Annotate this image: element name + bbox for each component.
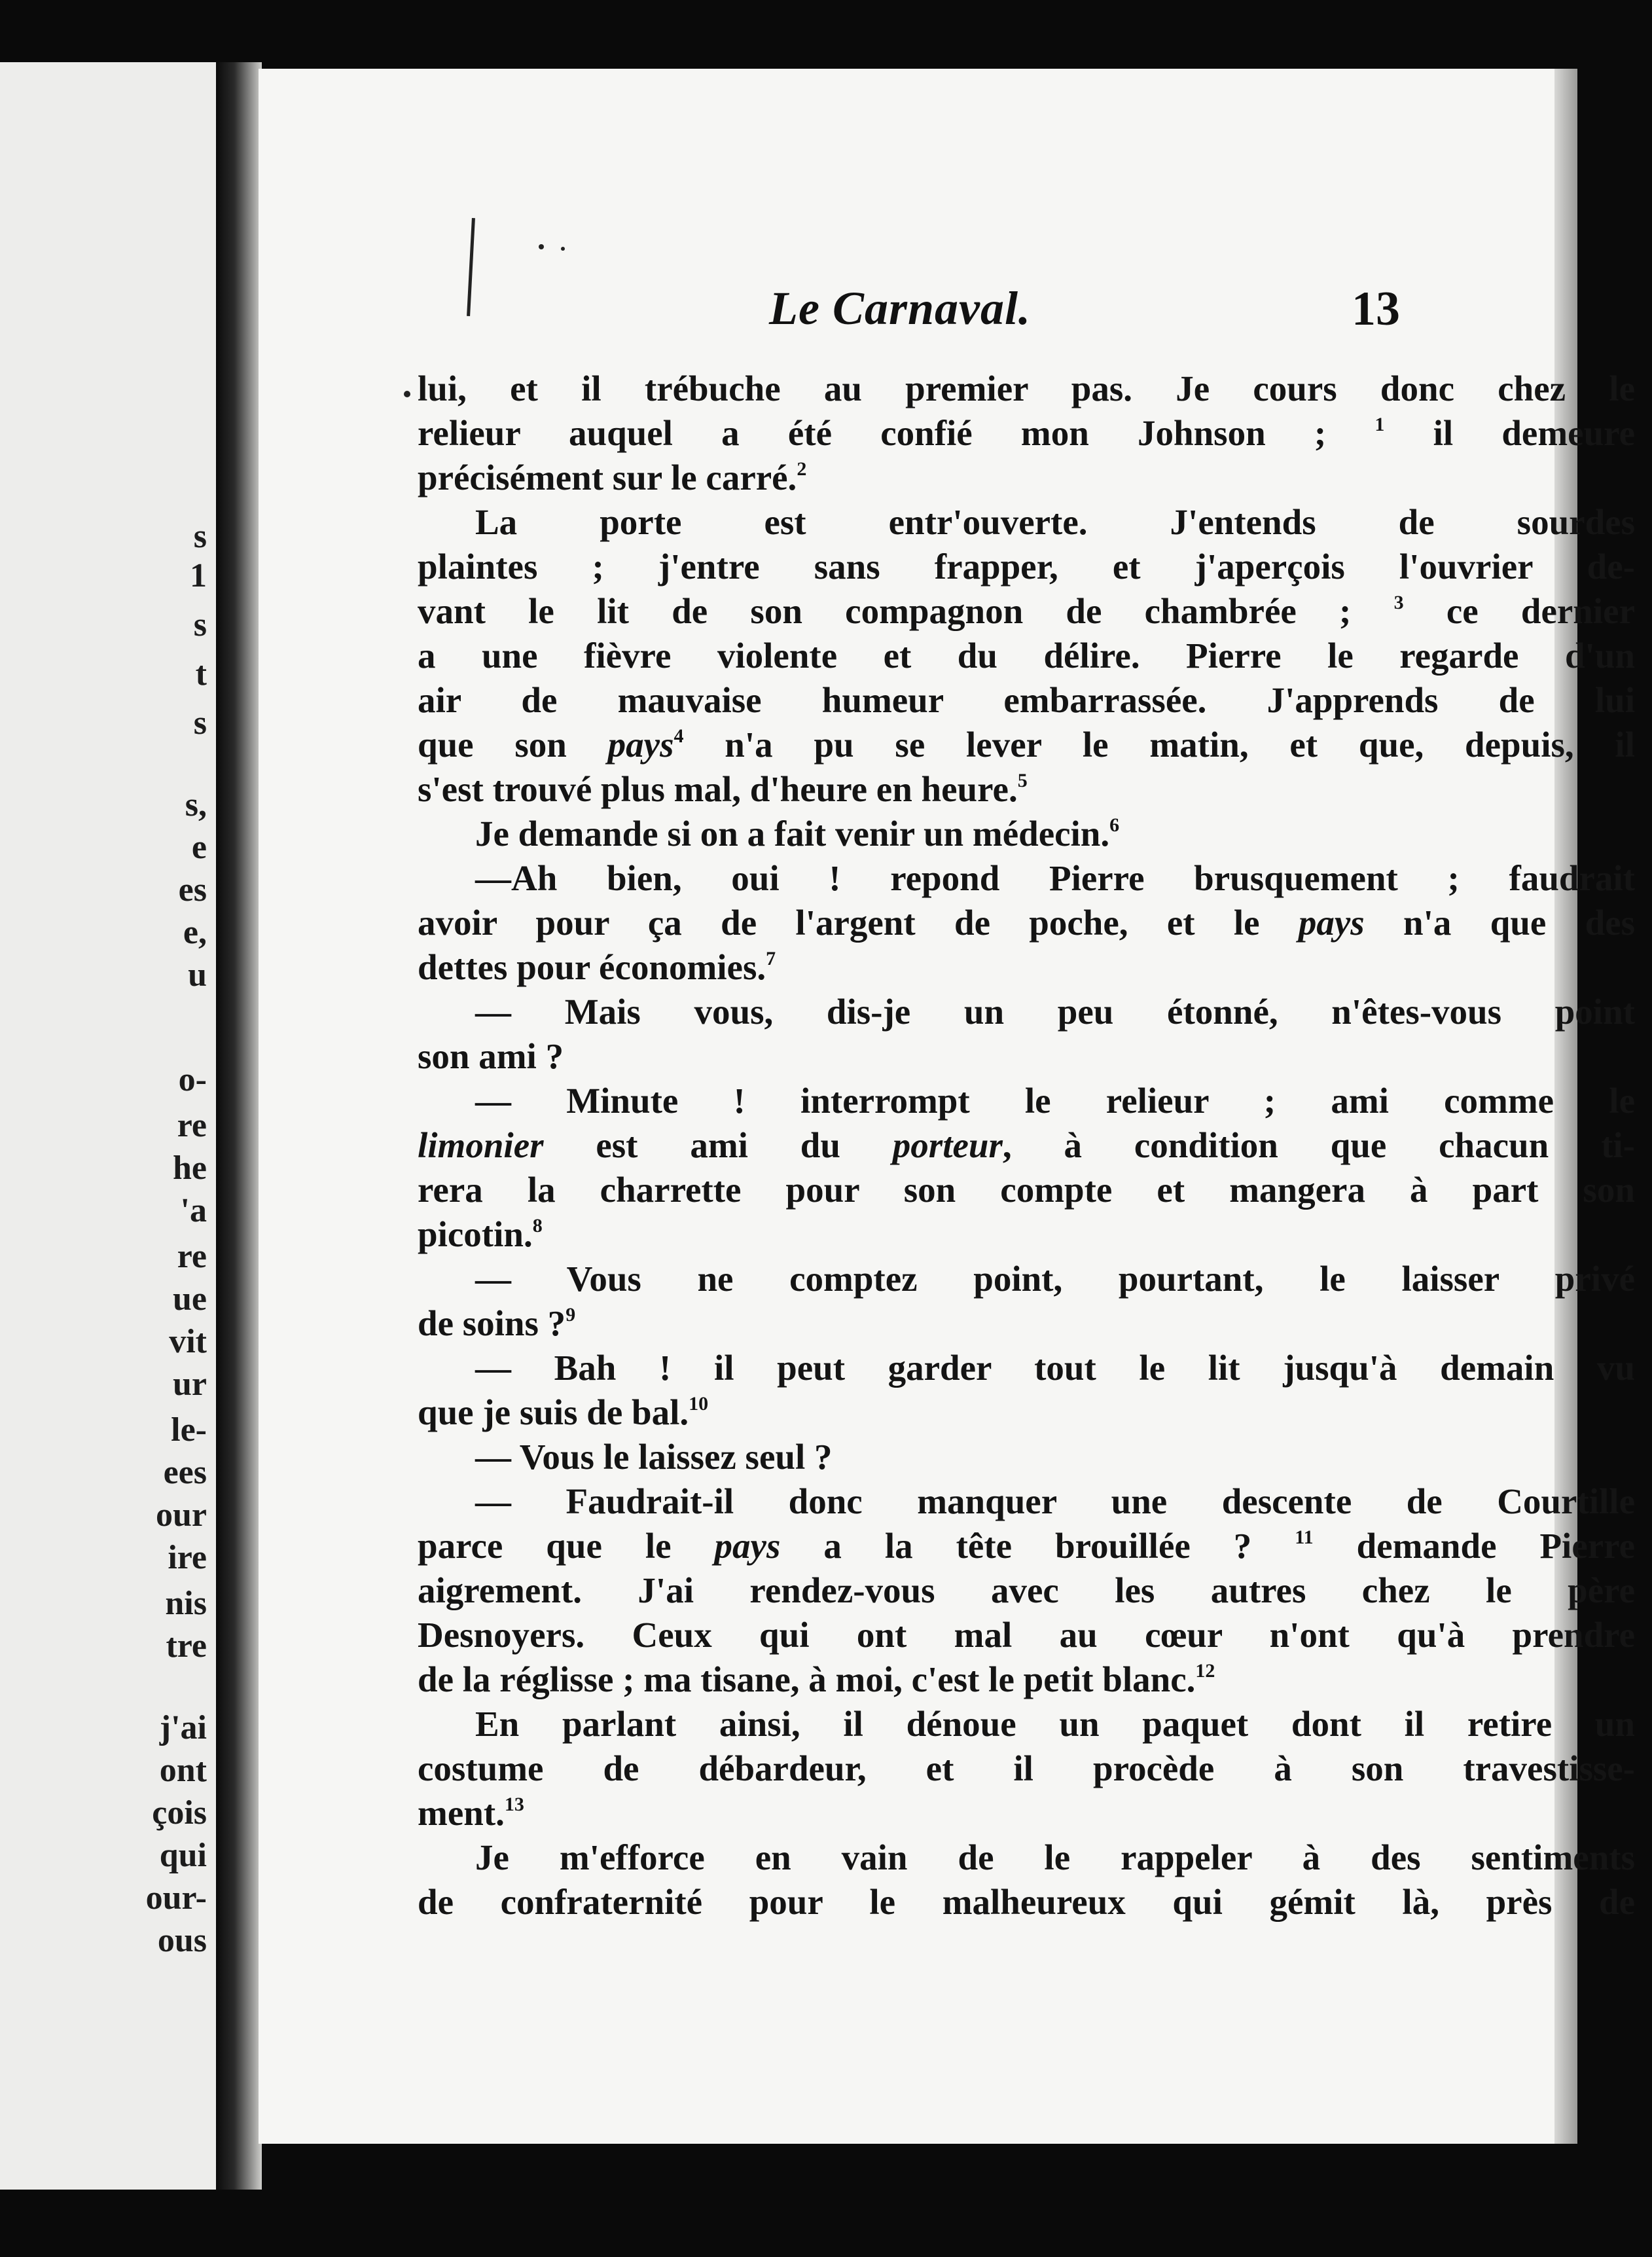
text-run: a une fièvre violente et du délire. Pierre le regarde d'un	[418, 636, 1635, 676]
text-run: n'a pu se lever le matin, et que, depuis, il	[683, 725, 1635, 765]
text-line	[418, 545, 1635, 589]
left-page-fragment: ire	[168, 1539, 207, 1576]
footnote-ref: 10	[689, 1393, 709, 1415]
footnote-ref: 12	[1195, 1660, 1215, 1682]
text-run: de soins ?	[418, 1303, 566, 1343]
text-run: il demeure	[1384, 413, 1635, 453]
text-line	[418, 901, 1635, 945]
left-page-fragment: t	[195, 655, 207, 693]
text-line	[418, 767, 1635, 812]
left-page-fragment: he	[173, 1149, 207, 1187]
footnote-ref: 13	[504, 1794, 524, 1815]
left-page-fragment: s	[193, 704, 207, 742]
text-run: dettes pour économies.	[418, 947, 766, 987]
text-run: son ami ?	[418, 1036, 564, 1076]
text-run: vant le lit de son compagnon de chambrée ;	[418, 591, 1394, 631]
footnote-ref: 6	[1109, 814, 1120, 836]
italic-word: limonier	[418, 1125, 544, 1165]
text-line	[418, 990, 1635, 1034]
text-run: que son	[418, 725, 608, 765]
text-run: plaintes ; j'entre sans frapper, et j'aperçois l'ouvrier de-	[418, 547, 1635, 587]
text-line	[418, 1791, 1635, 1835]
italic-word: pays	[1298, 903, 1365, 943]
text-run: rera la charrette pour son compte et mangera à part son	[418, 1170, 1635, 1210]
text-run: que je suis de bal.	[418, 1392, 689, 1432]
left-page-fragment: ees	[163, 1454, 207, 1491]
left-page-fragment: qui	[159, 1837, 207, 1874]
italic-word: pays	[607, 725, 674, 765]
text-run: — Bah ! il peut garder tout le lit jusqu'à demain vu	[475, 1348, 1635, 1388]
text-run: , à condition que chacun ti-	[1002, 1125, 1635, 1165]
body-text	[418, 367, 1635, 1924]
text-line	[418, 1657, 1635, 1702]
left-page-fragment: ue	[173, 1280, 207, 1318]
text-run: Je demande si on a fait venir un médecin.	[475, 814, 1110, 854]
footnote-ref: 9	[566, 1304, 576, 1326]
text-line	[418, 1257, 1635, 1301]
text-run: —Ah bien, oui ! repond Pierre brusquement ; faudrait	[475, 858, 1635, 898]
italic-word: porteur	[892, 1125, 1003, 1165]
left-page-fragment: e,	[183, 914, 207, 951]
left-page-fragment: o-	[178, 1061, 207, 1098]
text-line	[418, 1702, 1635, 1746]
ink-dot	[561, 247, 565, 251]
text-line	[418, 367, 1635, 411]
footnote-ref: 5	[1017, 770, 1028, 791]
text-line	[418, 589, 1635, 634]
text-line	[418, 634, 1635, 678]
left-page-fragment: le-	[171, 1411, 207, 1449]
text-line	[418, 723, 1635, 767]
text-run: de la réglisse ; ma tisane, à moi, c'est le petit blanc.	[418, 1659, 1196, 1699]
footnote-ref: 4	[673, 725, 684, 747]
margin-bullet	[404, 391, 410, 397]
text-run: — Faudrait-il donc manquer une descente de Courtille	[475, 1481, 1635, 1521]
text-run: Je m'efforce en vain de le rappeler à des sentiments	[475, 1837, 1635, 1877]
text-run: lui, et il trébuche au premier pas. Je cours donc chez le	[418, 369, 1635, 408]
text-run: relieur auquel a été confié mon Johnson ;	[418, 413, 1375, 453]
text-run: demande Pierre	[1313, 1526, 1635, 1566]
left-page-fragment: s	[193, 518, 207, 555]
text-run: — Mais vous, dis-je un peu étonné, n'êtes-vous point	[475, 992, 1635, 1032]
text-run: — Vous le laissez seul ?	[475, 1437, 833, 1477]
text-line	[418, 456, 1635, 500]
footnote-ref: 11	[1295, 1526, 1314, 1548]
text-run: air de mauvaise humeur embarrassée. J'apprends de lui	[418, 680, 1635, 720]
text-run: précisément sur le carré.	[418, 458, 797, 497]
text-run: ment.	[418, 1793, 505, 1833]
footnote-ref: 1	[1374, 414, 1385, 435]
left-page-fragment: çois	[152, 1794, 207, 1832]
left-page-fragment: 1	[190, 557, 207, 594]
left-page-fragment: vit	[169, 1323, 207, 1360]
text-run: picotin.	[418, 1214, 533, 1254]
text-run: — Vous ne comptez point, pourtant, le laisser privé	[475, 1259, 1635, 1299]
left-page-fragment: ur	[173, 1365, 207, 1403]
footnote-ref: 2	[797, 458, 807, 480]
text-line	[418, 1034, 1635, 1079]
left-page-fragment: 'a	[180, 1192, 207, 1229]
left-page-fragment: s	[193, 606, 207, 643]
left-page-fragment: s,	[185, 786, 207, 823]
left-facing-page	[0, 62, 216, 2190]
text-line	[418, 1390, 1635, 1435]
running-title: Le Carnaval.	[769, 282, 1031, 334]
text-line	[418, 1835, 1635, 1880]
text-line	[418, 500, 1635, 545]
text-line	[418, 678, 1635, 723]
text-line	[418, 1746, 1635, 1791]
text-run: n'a que des	[1364, 903, 1635, 943]
text-line	[418, 1079, 1635, 1123]
left-page-fragment: e	[191, 829, 207, 866]
text-run: s'est trouvé plus mal, d'heure en heure.	[418, 769, 1018, 809]
text-line	[418, 945, 1635, 990]
text-run: est ami du	[543, 1125, 893, 1165]
book-gutter	[216, 62, 262, 2190]
text-run: ce dernier	[1403, 591, 1635, 631]
text-line	[418, 1301, 1635, 1346]
left-page-fragment: re	[177, 1238, 207, 1275]
running-header	[259, 281, 1554, 360]
text-run: de confraternité pour le malheureux qui gémit là, près de	[418, 1882, 1635, 1922]
page-number: 13	[1352, 282, 1400, 336]
text-line	[418, 1168, 1635, 1212]
left-page-fragment: tre	[166, 1627, 207, 1665]
text-run: aigrement. J'ai rendez-vous avec les autres chez le père	[418, 1570, 1635, 1610]
text-line	[418, 1123, 1635, 1168]
footnote-ref: 3	[1393, 592, 1404, 613]
ink-dot	[539, 244, 544, 249]
text-line	[418, 1479, 1635, 1524]
left-page-fragment: ont	[159, 1752, 207, 1789]
text-line	[418, 1613, 1635, 1657]
text-line	[418, 411, 1635, 456]
left-page-fragment: our-	[145, 1879, 207, 1917]
text-run: En parlant ainsi, il dénoue un paquet dont il retire un	[475, 1704, 1635, 1744]
footnote-ref: 8	[532, 1215, 543, 1237]
book-page	[259, 69, 1635, 2144]
left-page-fragment: re	[177, 1107, 207, 1144]
left-page-fragment: u	[188, 956, 207, 994]
text-run: costume de débardeur, et il procède à son travestisse-	[418, 1748, 1635, 1788]
text-run: La porte est entr'ouverte. J'entends de sourdes	[475, 502, 1635, 542]
text-line	[418, 856, 1635, 901]
text-line	[418, 1568, 1635, 1613]
text-run: a la tête brouillée ?	[780, 1526, 1295, 1566]
text-line	[418, 1212, 1635, 1257]
footnote-ref: 7	[766, 948, 776, 969]
left-page-fragment: ous	[157, 1922, 207, 1959]
text-run: — Minute ! interrompt le relieur ; ami comme le	[475, 1081, 1635, 1121]
left-page-fragment: nis	[165, 1585, 207, 1622]
left-page-fragment: j'ai	[159, 1709, 207, 1746]
text-run: Desnoyers. Ceux qui ont mal au cœur n'ont qu'à prendre	[418, 1615, 1635, 1655]
text-run: avoir pour ça de l'argent de poche, et le	[418, 903, 1299, 943]
left-page-fragment: our	[156, 1496, 207, 1534]
left-page-fragment: es	[178, 871, 207, 909]
text-line	[418, 1435, 1635, 1479]
text-line	[418, 812, 1635, 856]
text-line	[418, 1524, 1635, 1568]
italic-word: pays	[714, 1526, 781, 1566]
text-line	[418, 1346, 1635, 1390]
text-line	[418, 1880, 1635, 1924]
text-run: parce que le	[418, 1526, 715, 1566]
